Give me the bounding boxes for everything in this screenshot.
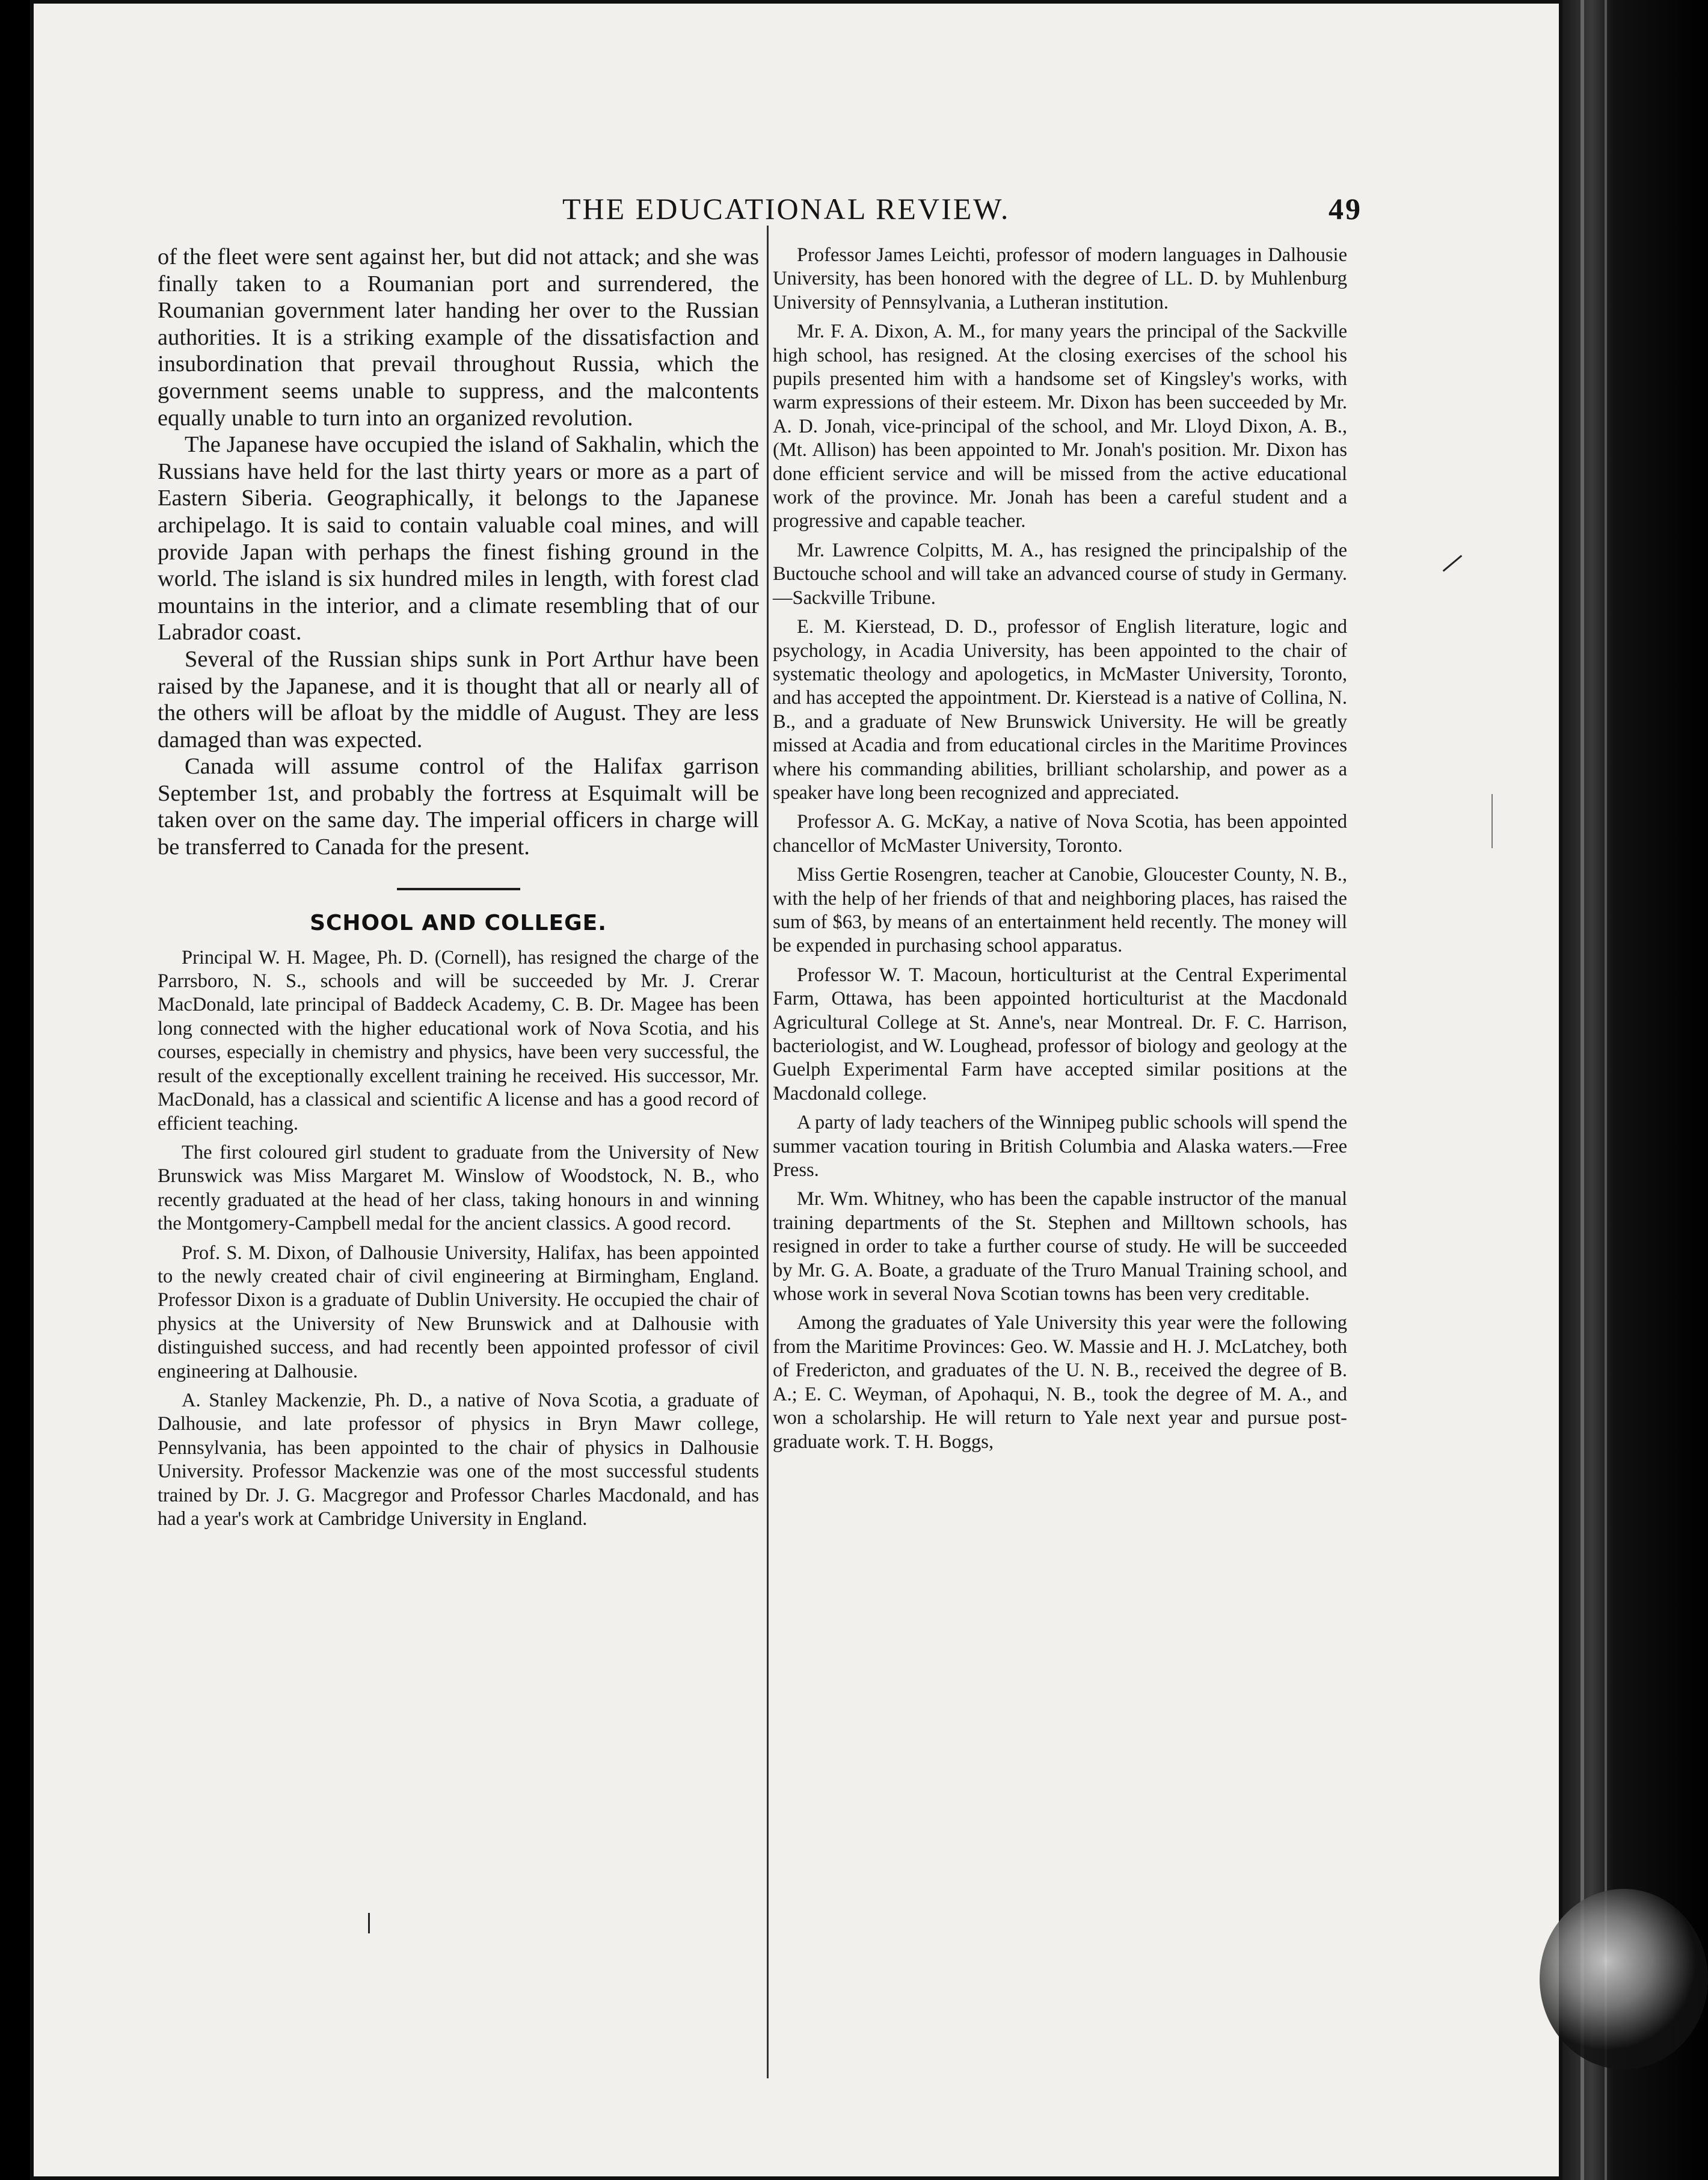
scanner-edge <box>1562 0 1708 2180</box>
paragraph: Professor James Leichti, professor of modern languages in Dalhousie University, has been honored with the degree of LL. D. by Muhlenburg University of Pennsylvania, a Lutheran institution. <box>773 244 1347 313</box>
paragraph: Mr. Lawrence Colpitts, M. A., has resigned the principalship of the Buctouche school and will take an advanced course of study in Germany.—Sackville Tribune. <box>773 539 1347 609</box>
paragraph: Mr. Wm. Whitney, who has been the capable instructor of the manual training departments of the St. Stephen and Milltown schools, has resigned in order to take a further course of study. He will be succeeded by Mr. G. A. Boate, a graduate of the Truro Manual Training school, and whose work in several Nova Scotian towns has been very creditable. <box>773 1188 1347 1305</box>
pencil-mark <box>368 1913 370 1933</box>
news-section <box>158 244 759 861</box>
paragraph: Mr. F. A. Dixon, A. M., for many years the principal of the Sackville high school, has resigned. At the closing exercises of the school his pupils presented him with a handsome set of Kingsley's works, with warm expressions of their esteem. Mr. Dixon has been succeeded by Mr. A. D. Jonah, vice-principal of the school, and Mr. Lloyd Dixon, A. B., (Mt. Allison) has been appointed to Mr. Jonah's position. Mr. Dixon has done efficient service and will be missed from the active educational work of the province. Mr. Jonah has been a careful student and a progressive and capable teacher. <box>773 321 1347 532</box>
scanner-edge-line <box>1605 0 1607 2180</box>
section-divider <box>397 888 520 890</box>
paragraph: Professor W. T. Macoun, horticulturist at the Central Experimental Farm, Ottawa, has been appointed horticulturist at the Macdonald Agricultural College at St. Anne's, near Montreal. Dr. F. C. Harrison, bacteriologist, and W. Loughead, professor of biology and geology at the Guelph Experimental Farm have accepted similar positions at the Macdonald college. <box>773 964 1347 1104</box>
paragraph: Among the graduates of Yale University this year were the following from the Maritime Provinces: Geo. W. Massie and H. J. McLatchey, both of Fredericton, and graduates of the U. N. B., received the degree of B. A.; E. C. Weyman, of Apohaqui, N. B., took the degree of M. A., and won a scholarship. He will return to Yale next year and pursue post-graduate work. T. H. Boggs, <box>773 1312 1347 1453</box>
scanner-edge-line <box>1581 0 1584 2180</box>
paragraph: Miss Gertie Rosengren, teacher at Canobie, Gloucester County, N. B., with the help of her friends of that and neighboring places, has raised the sum of $63, by means of an entertainment held recently. The money will be expended in purchasing school apparatus. <box>773 864 1347 957</box>
paragraph: Several of the Russian ships sunk in Port Arthur have been raised by the Japanese, and it is thought that all or nearly all of the others will be afloat by the middle of August. They are less damaged than was expected. <box>158 646 759 753</box>
running-header <box>562 191 1386 230</box>
right-column <box>773 244 1347 1459</box>
paragraph: Principal W. H. Magee, Ph. D. (Cornell), has resigned the charge of the Parrsboro, N. S., schools and will be succeeded by Mr. J. Crerar MacDonald, late principal of Baddeck Academy, C. B. Dr. Magee has been long connected with the higher educational work of Nova Scotia, and his courses, especially in chemistry and physics, have been very successful, the result of the exceptionally excellent training he received. His successor, Mr. MacDonald, has a classical and scientific A license and has a good record of efficient teaching. <box>158 946 759 1135</box>
paragraph: E. M. Kierstead, D. D., professor of English literature, logic and psychology, in Acadia University, has been appointed to the chair of systematic theology and apologetics, in McMaster University, Toronto, and has accepted the appointment. Dr. Kierstead is a native of Collina, N. B., and a graduate of New Brunswick University. He will be greatly missed at Acadia and from educational circles in the Maritime Provinces where his commanding abilities, brilliant scholarship, and power as a speaker have long been recognized and appreciated. <box>773 616 1347 804</box>
school-college-section <box>158 946 759 1532</box>
journal-title: THE EDUCATIONAL REVIEW. <box>562 192 1010 226</box>
paragraph: The first coloured girl student to graduate from the University of New Brunswick was Miss Margaret M. Winslow of Woodstock, N. B., who recently graduated at the head of her class, taking honours in and winning the Montgomery-Campbell medal for the ancient classics. A good record. <box>158 1141 759 1235</box>
paragraph: The Japanese have occupied the island of Sakhalin, which the Russians have held for the last thirty years or more as a part of Eastern Siberia. Geographically, it belongs to the Japanese archipelago. It is said to contain valuable coal mines, and will provide Japan with perhaps the finest fishing ground in the world. The island is six hundred miles in length, with forest clad mountains in the interior, and a climate resembling that of our Labrador coast. <box>158 432 759 645</box>
scanner-clip <box>1540 1889 1708 2069</box>
paragraph: Professor A. G. McKay, a native of Nova Scotia, has been appointed chancellor of McMaster University, Toronto. <box>773 811 1347 857</box>
page-number: 49 <box>1329 192 1362 226</box>
paragraph: A party of lady teachers of the Winnipeg public schools will spend the summer vacation touring in British Columbia and Alaska waters.—Free Press. <box>773 1112 1347 1181</box>
pencil-mark <box>1491 794 1493 848</box>
paragraph: A. Stanley Mackenzie, Ph. D., a native of Nova Scotia, a graduate of Dalhousie, and late professor of physics in Bryn Mawr college, Pennsylvania, has been appointed to the chair of physics in Dalhousie University. Professor Mackenzie was one of the most successful students trained by Dr. J. G. Macgregor and Professor Charles Macdonald, and has had a year's work at Cambridge University in England. <box>158 1389 759 1530</box>
paragraph: Prof. S. M. Dixon, of Dalhousie University, Halifax, has been appointed to the newly created chair of civil engineering at Birmingham, England. Professor Dixon is a graduate of Dublin University. He occupied the chair of physics at the University of New Brunswick and at Dalhousie with distinguished success, and had recently been appointed professor of civil engineering at Dalhousie. <box>158 1242 759 1382</box>
paragraph: Canada will assume control of the Halifax garrison September 1st, and probably the fortress at Esquimalt will be taken over on the same day. The imperial officers in charge will be transferred to Canada for the present. <box>158 754 759 860</box>
section-heading: SCHOOL AND COLLEGE. <box>310 910 607 935</box>
left-column <box>158 244 759 1536</box>
paragraph: of the fleet were sent against her, but did not attack; and she was finally taken to a Roumanian port and surrendered, the Roumanian government later handing her over to the Russian authorities. It is a striking example of the dissatisfaction and insubordination that prevail throughout Russia, which the government seems unable to suppress, and the malcontents equally unable to turn into an organized revolution. <box>158 244 759 431</box>
